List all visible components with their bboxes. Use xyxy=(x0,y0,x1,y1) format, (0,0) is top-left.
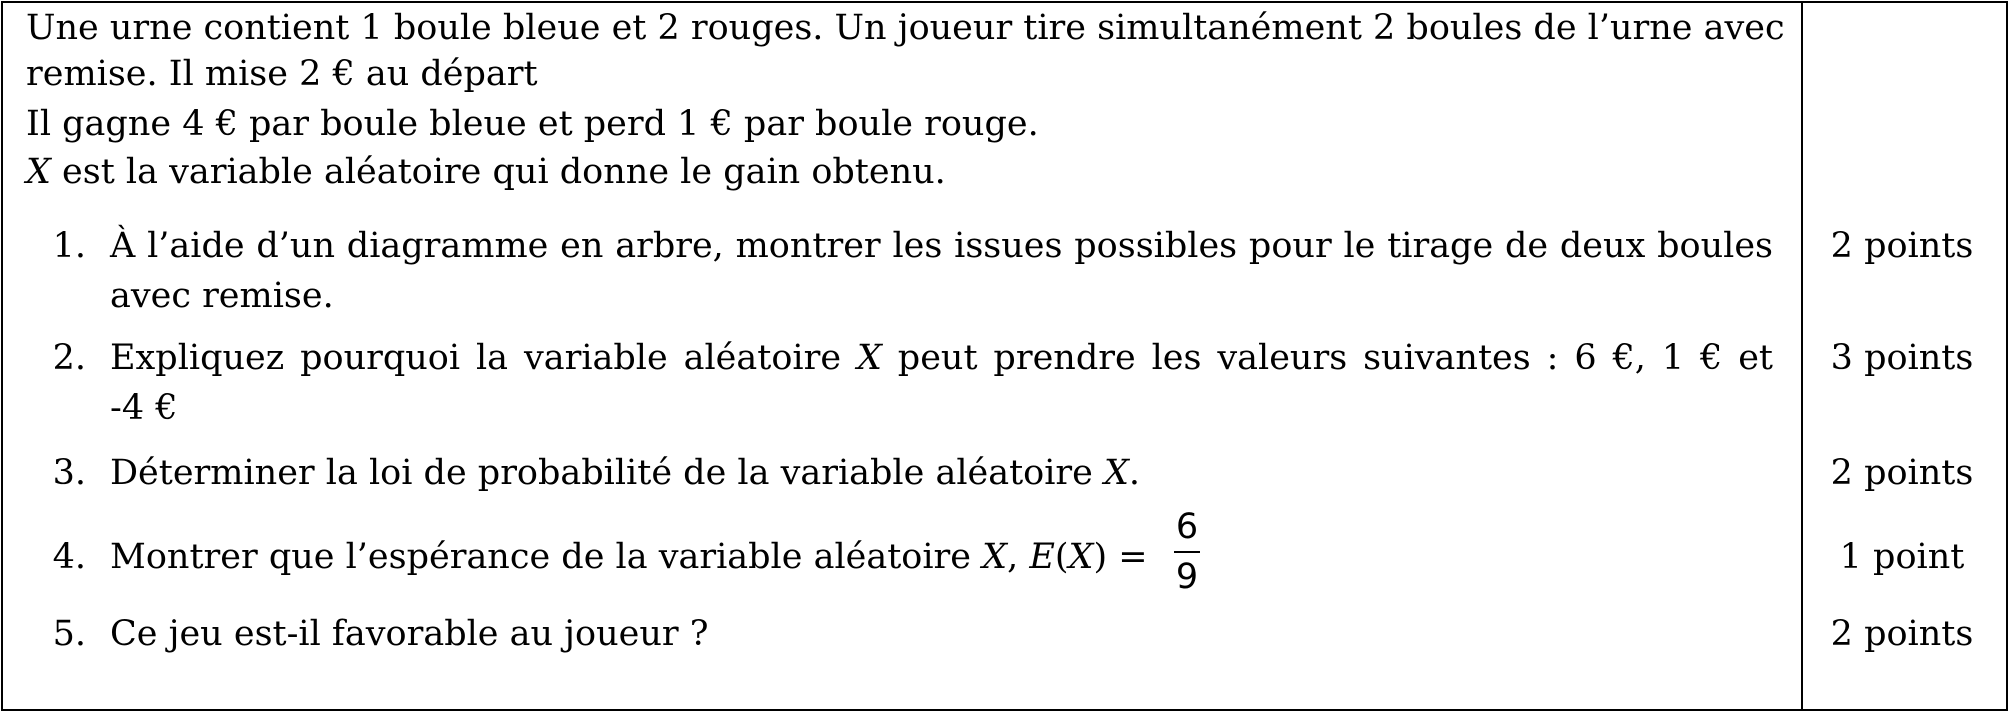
expectation-close-equals: ) = xyxy=(1093,537,1148,577)
question-1-number: 1. xyxy=(52,226,86,266)
question-3-number: 3. xyxy=(52,453,86,493)
question-2-line-2: -4 € xyxy=(110,388,178,428)
question-3-points: 2 points xyxy=(1830,453,1974,493)
variable-x: X xyxy=(1104,453,1129,493)
fraction-numerator: 6 xyxy=(1175,507,1199,547)
question-5-points: 2 points xyxy=(1830,614,1974,654)
question-5-text: Ce jeu est-il favorable au joueur ? xyxy=(110,614,709,654)
question-2-text-b: peut prendre les valeurs suivantes : 6 €, 1 € et xyxy=(881,338,1773,378)
question-1-line-1: À l’aide d’un diagramme en arbre, montrer les issues possibles pour le tirage de deux boules xyxy=(110,226,1773,266)
question-2-text-a: Expliquez pourquoi la variable aléatoire xyxy=(110,338,857,378)
question-4-text-b: , xyxy=(1007,537,1030,577)
question-4-text-a: Montrer que l’espérance de la variable aléatoire xyxy=(110,537,983,577)
variable-x: X xyxy=(1068,537,1094,577)
fraction-denominator: 9 xyxy=(1175,557,1199,597)
question-3-text xyxy=(110,453,1141,493)
question-4-number: 4. xyxy=(52,537,86,577)
question-1-points: 2 points xyxy=(1830,226,1974,266)
fraction-bar xyxy=(1174,551,1200,553)
expectation-function: E xyxy=(1029,537,1055,577)
variable-x: X xyxy=(26,152,51,192)
question-4-points: 1 point xyxy=(1839,537,1965,577)
fraction xyxy=(1172,506,1202,598)
question-5-number: 5. xyxy=(52,614,86,654)
question-4-text xyxy=(110,537,1148,577)
variable-x: X xyxy=(982,537,1008,577)
question-1-line-2: avec remise. xyxy=(110,276,334,316)
question-2-line-1 xyxy=(110,338,1773,378)
question-2-number: 2. xyxy=(52,338,86,378)
intro-line-4 xyxy=(26,152,946,192)
intro-line-4-text: est la variable aléatoire qui donne le gain obtenu. xyxy=(50,152,946,192)
expectation-open-paren: ( xyxy=(1054,537,1069,577)
intro-line-1: Une urne contient 1 boule bleue et 2 rouges. Un joueur tire simultanément 2 boules de l’urne avec xyxy=(26,8,1785,48)
question-3-text-b: . xyxy=(1128,453,1141,493)
variable-x: X xyxy=(856,338,882,378)
question-3-text-a: Déterminer la loi de probabilité de la variable aléatoire xyxy=(110,453,1104,493)
intro-line-3: Il gagne 4 € par boule bleue et perd 1 € par boule rouge. xyxy=(26,104,1039,144)
question-2-points: 3 points xyxy=(1830,338,1974,378)
intro-line-2: remise. Il mise 2 € au départ xyxy=(26,54,538,94)
